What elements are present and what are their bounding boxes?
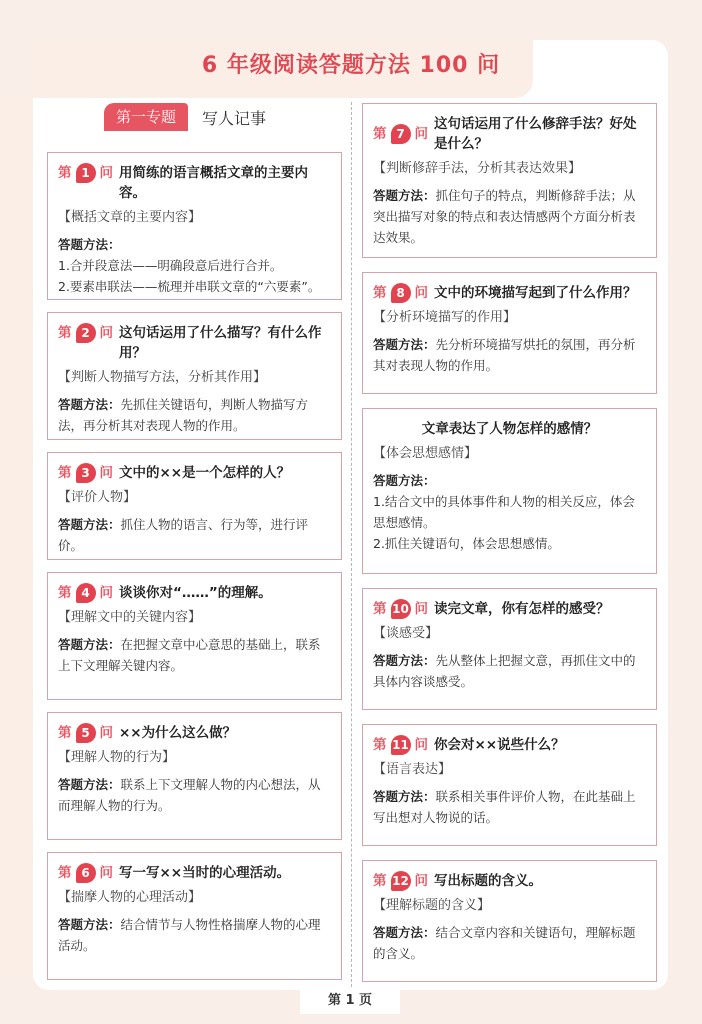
- speech-bubble-icon: 5: [76, 723, 96, 743]
- topic-tag: 第一专题: [104, 103, 188, 131]
- answer-method: [373, 786, 646, 828]
- answer-method: [58, 634, 331, 676]
- topic-name: 写人记事: [202, 108, 267, 128]
- question-badge: 第 3 问: [58, 465, 113, 481]
- speech-bubble-icon: 4: [76, 583, 96, 603]
- answer-method: [58, 394, 331, 436]
- question-card-2: [47, 312, 342, 440]
- question-text: 你会对××说些什么？: [434, 737, 565, 753]
- question-badge: 第 6 问: [58, 865, 113, 881]
- page-title: 6 年级阅读答题方法 100 问: [201, 53, 501, 78]
- method-text: 联系相关事件评价人物，在此基础上写出想对人物说的话。: [373, 789, 636, 825]
- question-tag: 【体会思想感情】: [373, 446, 478, 461]
- question-tag: 【概括文章的主要内容】: [58, 210, 202, 225]
- method-line: 2.要素串联法——梳理并串联文章的“六要素”。: [58, 279, 321, 294]
- question-tag: 【判断修辞手法，分析其表达效果】: [373, 161, 582, 176]
- answer-method: [58, 774, 331, 816]
- question-tag: 【理解人物的行为】: [58, 750, 176, 765]
- method-line: 2.抓住关键语句，体会思想感情。: [373, 536, 560, 551]
- question-tag: 【语言表达】: [373, 762, 452, 777]
- method-label: 答题方法：: [58, 397, 121, 412]
- method-text: 先抓住关键语句，判断人物描写方法，再分析其对表现人物的作用。: [58, 397, 309, 433]
- method-label: 答题方法：: [373, 789, 436, 804]
- speech-bubble-icon: 1: [76, 163, 96, 183]
- question-text: 文中的××是一个怎样的人？: [119, 465, 291, 481]
- speech-bubble-icon: 3: [76, 463, 96, 483]
- method-label: 答题方法：: [373, 925, 436, 940]
- method-text: 在把握文章中心意思的基础上，联系上下文理解关键内容。: [58, 637, 321, 673]
- speech-bubble-icon: 11: [391, 735, 411, 755]
- method-text: 联系上下文理解人物的内心想法，从而理解人物的行为。: [58, 777, 321, 813]
- speech-bubble-icon: 10: [391, 599, 411, 619]
- speech-bubble-icon: 12: [391, 871, 411, 891]
- question-tag: 【判断人物描写方法，分析其作用】: [58, 370, 267, 385]
- question-card-5: [47, 712, 342, 840]
- question-text: 文章表达了人物怎样的感情？: [421, 421, 598, 437]
- question-tag: 【谈感受】: [373, 626, 439, 641]
- question-text: 读完文章，你有怎样的感受？: [434, 601, 610, 617]
- question-badge: 第 4 问: [58, 585, 113, 601]
- answer-method: [58, 914, 331, 956]
- question-card-7: [362, 103, 657, 258]
- answer-method: [373, 470, 646, 554]
- method-label: 答题方法：: [373, 473, 436, 488]
- column-divider: [351, 102, 352, 992]
- question-card-6: [47, 852, 342, 980]
- question-card-8: [362, 272, 657, 394]
- question-text: ××为什么这么做？: [119, 725, 237, 741]
- method-line: 1.结合文中的具体事件和人物的相关反应，体会思想感情。: [373, 494, 635, 530]
- question-badge: 第 5 问: [58, 725, 113, 741]
- method-label: 答题方法：: [373, 188, 436, 203]
- question-card-12: [362, 860, 657, 982]
- question-tag: 【揣摩人物的心理活动】: [58, 890, 202, 905]
- question-badge: 第 2 问: [58, 325, 113, 341]
- method-label: 答题方法：: [58, 777, 121, 792]
- question-tag: 【评价人物】: [58, 490, 137, 505]
- question-text: 写一写××当时的心理活动。: [119, 865, 291, 881]
- answer-method: [373, 334, 646, 376]
- method-label: 答题方法：: [58, 917, 121, 932]
- question-card-11: [362, 724, 657, 846]
- method-text: 结合文章内容和关键语句，理解标题的含义。: [373, 925, 636, 961]
- question-card-9: [362, 408, 657, 574]
- left-margin-strip: [0, 98, 33, 978]
- speech-bubble-icon: 6: [76, 863, 96, 883]
- speech-bubble-icon: 8: [391, 283, 411, 303]
- method-label: 答题方法：: [58, 517, 121, 532]
- question-card-1: [47, 152, 342, 300]
- question-tag: 【分析环境描写的作用】: [373, 310, 517, 325]
- question-text: 谈谈你对“……”的理解。: [119, 585, 272, 601]
- method-line: 1.合并段意法——明确段意后进行合并。: [58, 258, 283, 273]
- question-badge: 第 1 问: [58, 165, 113, 181]
- question-text: 这句话运用了什么修辞手法？好处是什么？: [434, 116, 637, 152]
- answer-method: [58, 234, 331, 297]
- question-badge: 第 12 问: [373, 873, 428, 889]
- method-label: 答题方法：: [373, 653, 436, 668]
- answer-method: [373, 650, 646, 692]
- method-text: 抓住句子的特点，判断修辞手法；从突出描写对象的特点和表达情感两个方面分析表达效果。: [373, 188, 636, 245]
- question-card-3: [47, 452, 342, 560]
- question-badge: 第 11 问: [373, 737, 428, 753]
- question-badge: 第 8 问: [373, 285, 428, 301]
- question-card-4: [47, 572, 342, 700]
- question-tag: 【理解标题的含义】: [373, 898, 491, 913]
- question-tag: 【理解文中的关键内容】: [58, 610, 202, 625]
- method-text: 结合情节与人物性格揣摩人物的心理活动。: [58, 917, 321, 953]
- method-text: 抓住人物的语言、行为等，进行评价。: [58, 517, 309, 553]
- question-text: 这句话运用了什么描写？有什么作用？: [119, 325, 322, 361]
- page-number: 第 1 页: [300, 988, 400, 1014]
- question-text: 用简练的语言概括文章的主要内容。: [119, 165, 308, 201]
- answer-method: [373, 922, 646, 964]
- method-label: 答题方法：: [373, 337, 436, 352]
- speech-bubble-icon: 2: [76, 323, 96, 343]
- method-label: 答题方法：: [58, 637, 121, 652]
- speech-bubble-icon: 7: [391, 124, 411, 144]
- method-text: 先从整体上把握文意，再抓住文中的具体内容谈感受。: [373, 653, 636, 689]
- question-badge: 第 10 问: [373, 601, 428, 617]
- question-text: 文中的环境描写起到了什么作用？: [434, 285, 637, 301]
- method-label: 答题方法：: [58, 237, 121, 252]
- question-badge: 第 7 问: [373, 126, 428, 142]
- method-text: 先分析环境描写烘托的氛围，再分析其对表现人物的作用。: [373, 337, 636, 373]
- topic-header: [104, 103, 266, 131]
- question-text: 写出标题的含义。: [434, 873, 542, 889]
- answer-method: [58, 514, 331, 556]
- question-card-10: [362, 588, 657, 710]
- answer-method: [373, 185, 646, 248]
